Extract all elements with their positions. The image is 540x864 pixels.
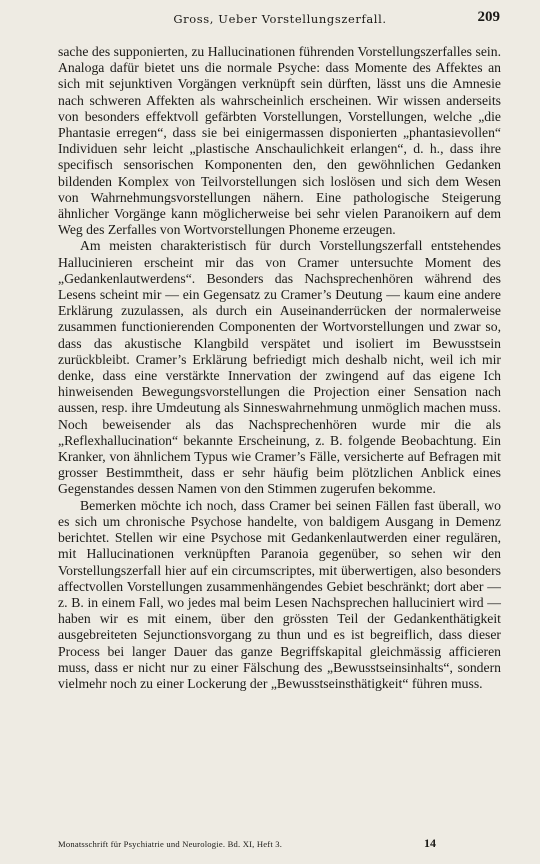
page-footer [58,836,501,852]
page-number: 209 [477,9,500,25]
journal-citation: Monatsschrift für Psychiatrie und Neurologie. Bd. XI, Heft 3. [58,839,283,849]
signature-mark: 14 [424,836,436,850]
running-header [60,8,500,30]
body-text [58,44,501,692]
paragraph-3: Bemerken möchte ich noch, dass Cramer bei seinen Fällen fast überall, wo es sich um chronische Psychose handelte, von baldigem Ausgang in Demenz berichtet. Stellen wir eine Psychose mit Gedankenlautwerden einer regulären, mit Hallucinationen verknüpften Paranoia gegenüber, so sehen wir den Vorstellungszerfall hier auf ein circumscriptes, mit überwertigen, also besonders affectvollen Vorstellungen zusammenhängendes Gebiet beschränkt; dort aber — z. B. in einem Fall, wo jedes mal beim Lesen Nachsprechen halluciniert wird — haben wir es mit einem, über den grössten Teil der Gedankenthätigkeit ausgebreiteten Sejunctionsvorgang zu thun und es ist begreiflich, dass dieser Process bei langer Dauer das ganze Begriffskapital gleichmässig afficieren muss, dass er nicht nur zu einer Fälschung des „Bewusstseinsinhalts“, sondern vielmehr noch zu einer Lockerung der „Bewusstseinsthätigkeit“ führen muss. [58,497,501,691]
running-title: Gross, Ueber Vorstellungszerfall. [173,12,387,26]
paragraph-2: Am meisten charakteristisch für durch Vorstellungszerfall entstehendes Hallucinieren erscheint mir das von Cramer untersuchte Moment des „Gedankenlautwerdens“. Besonders das Nachsprechenhören während des Lesens scheint mir — ein Gegensatz zu Cramer’s Deutung — kaum eine andere Erklärung zuzulassen, als durch ein Auseinanderrücken der normalerweise zusammen functionierenden Componenten der Wortvorstellungen und zwar so, dass das akustische Klangbild verspätet und isoliert im Bewusstsein zurückbleibt. Cramer’s Erklärung befriedigt mich deshalb nicht, weil ich mir denke, dass eine verstärkte Innervation der zwingend auf das eigene Ich hinweisenden Bewegungsvorstellungen die Projection einer Sensation nach aussen, resp. ihre Umdeutung als Sinneswahrnehmung unmöglich machen muss. Noch beweisender als das Nachsprechenhören wurde mir die als „Reflexhallucination“ bekannte Erscheinung, z. B. folgende Beobachtung. Ein Kranker, von ähnlichem Typus wie Cramer’s Fälle, versicherte auf Befragen mit grosser Bestimmtheit, dass er sehr häufig beim plötzlichen Anblick eines Gegenstandes dessen Namen von den Stimmen zugerufen bekomme. [58,238,501,497]
paragraph-1: sache des supponierten, zu Hallucinationen führenden Vorstellungszerfalles sein. Analoga dafür bietet uns die normale Psyche: dass Momente des Affektes an sich mit sejunktiven Vorgängen verknüpft sein dürften, lässt uns die Amnesie nach schweren Affekten als wahrscheinlich erscheinen. Wir wissen anderseits von besonders effektvoll gefärbten Vorstellungen, Vorstellungen, welche „die Phantasie erregen“, dass sie bei einigermassen disponierten „phantasievollen“ Individuen sehr leicht „plastische Anschaulichkeit erlangen“, d. h., dass ihre specifisch sensorischen Komponenten den, den gewöhnlichen Gedanken bildenden Komplex von Teilvorstellungen sich loslösen und sich dem Wesen von Wahrnehmungsvorstellungen nähern. Eine pathologische Steigerung ähnlicher Vorgänge kann möglicherweise bei sehr vielen Paranoikern auf dem Weg des Zerfalles von Wortvorstellungen Phoneme erzeugen. [58,44,501,238]
